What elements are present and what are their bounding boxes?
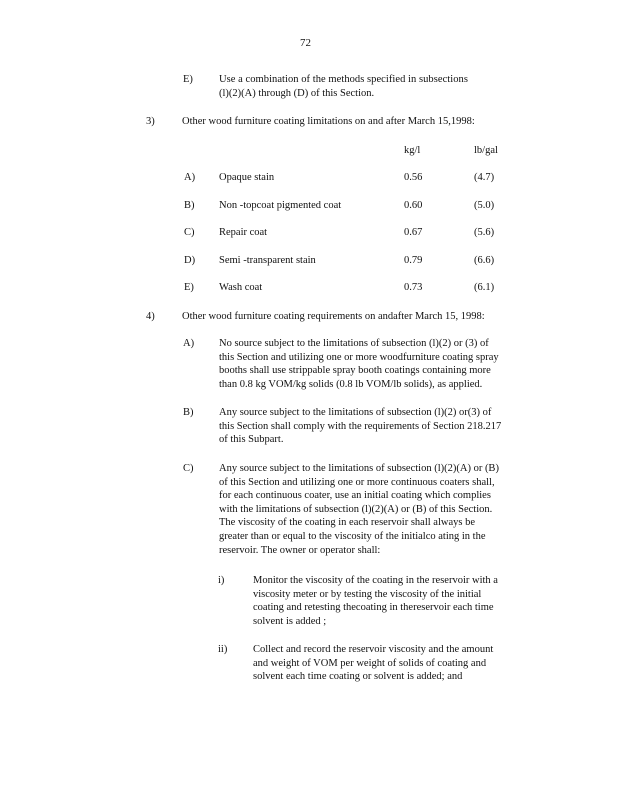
item-ii-text — [253, 643, 535, 684]
text-line: solvent each time coating or solvent is added; and — [253, 671, 463, 683]
column-header-kg: kg/l — [404, 145, 421, 156]
item-i-label: i) — [218, 575, 225, 586]
section-3-heading: Other wood furniture coating limitations on and after March 15,1998: — [182, 116, 475, 127]
text-line: than 0.8 kg VOM/kg solids (0.8 lb VOM/lb solids), as applied. — [219, 378, 483, 390]
row-label: B) — [184, 200, 195, 211]
item-e-line-2: (l)(2)(A) through (D) of this Section. — [219, 88, 375, 99]
text-line: this Section shall comply with the requirements of Section 218.217 — [219, 420, 502, 432]
row-lb: (4.7) — [474, 172, 495, 183]
text-line: of this Section and utilizing one or more continuous coaters shall, — [219, 476, 495, 488]
row-label: E) — [184, 282, 194, 293]
row-name: Repair coat — [219, 227, 268, 238]
text-line: Any source subject to the limitations of subsection (l)(2)(A) or (B) — [219, 463, 499, 474]
row-kg: 0.60 — [404, 200, 423, 211]
item-e-label: E) — [183, 74, 193, 85]
text-line: Collect and record the reservoir viscosity and the amount — [253, 644, 494, 655]
row-kg: 0.67 — [404, 227, 423, 238]
text-line: viscosity meter or by testing the viscosity of the initial — [253, 588, 482, 600]
text-line: solvent is added ; — [253, 615, 327, 627]
column-header-lb: lb/gal — [474, 145, 498, 156]
page-number: 72 — [300, 37, 311, 49]
item-i-text — [253, 574, 535, 628]
text-line: of this Subpart. — [219, 434, 284, 446]
subsection-a-text — [219, 337, 529, 391]
text-line: for each continuous coater, use an initial coating which complies — [219, 490, 491, 502]
section-4-number: 4) — [146, 311, 155, 322]
item-ii-label: ii) — [218, 644, 228, 655]
subsection-a-label: A) — [183, 338, 195, 349]
row-kg: 0.79 — [404, 255, 423, 266]
item-e-text — [219, 73, 468, 101]
section-3-number: 3) — [146, 116, 155, 127]
subsection-c-label: C) — [183, 463, 194, 474]
subsection-b-text — [219, 406, 529, 447]
row-lb: (6.1) — [474, 282, 495, 293]
text-line: and weight of VOM per weight of solids of coating and — [253, 657, 487, 669]
text-line: Monitor the viscosity of the coating in the reservoir with a — [253, 575, 498, 586]
row-name: Non -topcoat pigmented coat — [219, 200, 342, 211]
subsection-c-text — [219, 462, 529, 557]
row-label: A) — [184, 172, 196, 183]
text-line: with the limitations of subsection (l)(2)(A) or (B) of this Section. — [219, 503, 493, 515]
subsection-b-label: B) — [183, 407, 194, 418]
text-line: booths shall use strippable spray booth coatings containing more — [219, 365, 491, 377]
text-line: No source subject to the limitations of subsection (l)(2) or (3) of — [219, 338, 489, 349]
text-line: greater than or equal to the viscosity of the initialco ating in the — [219, 530, 486, 542]
row-name: Wash coat — [219, 282, 263, 293]
row-kg: 0.73 — [404, 282, 423, 293]
row-kg: 0.56 — [404, 172, 423, 183]
row-lb: (6.6) — [474, 255, 495, 266]
text-line: The viscosity of the coating in each reservoir shall always be — [219, 517, 475, 529]
row-label: C) — [184, 227, 195, 238]
section-4-heading: Other wood furniture coating requirements on andafter March 15, 1998: — [182, 311, 485, 322]
row-lb: (5.6) — [474, 227, 495, 238]
text-line: Any source subject to the limitations of subsection (l)(2) or(3) of — [219, 407, 492, 418]
row-lb: (5.0) — [474, 200, 495, 211]
item-e-line-1: Use a combination of the methods specified in subsections — [219, 74, 468, 85]
text-line: this Section and utilizing one or more woodfurniture coating spray — [219, 351, 499, 363]
row-label: D) — [184, 255, 196, 266]
text-line: reservoir. The owner or operator shall: — [219, 544, 381, 556]
row-name: Semi -transparent stain — [219, 255, 316, 266]
row-name: Opaque stain — [219, 172, 275, 183]
text-line: coating and retesting thecoating in thereservoir each time — [253, 602, 494, 614]
